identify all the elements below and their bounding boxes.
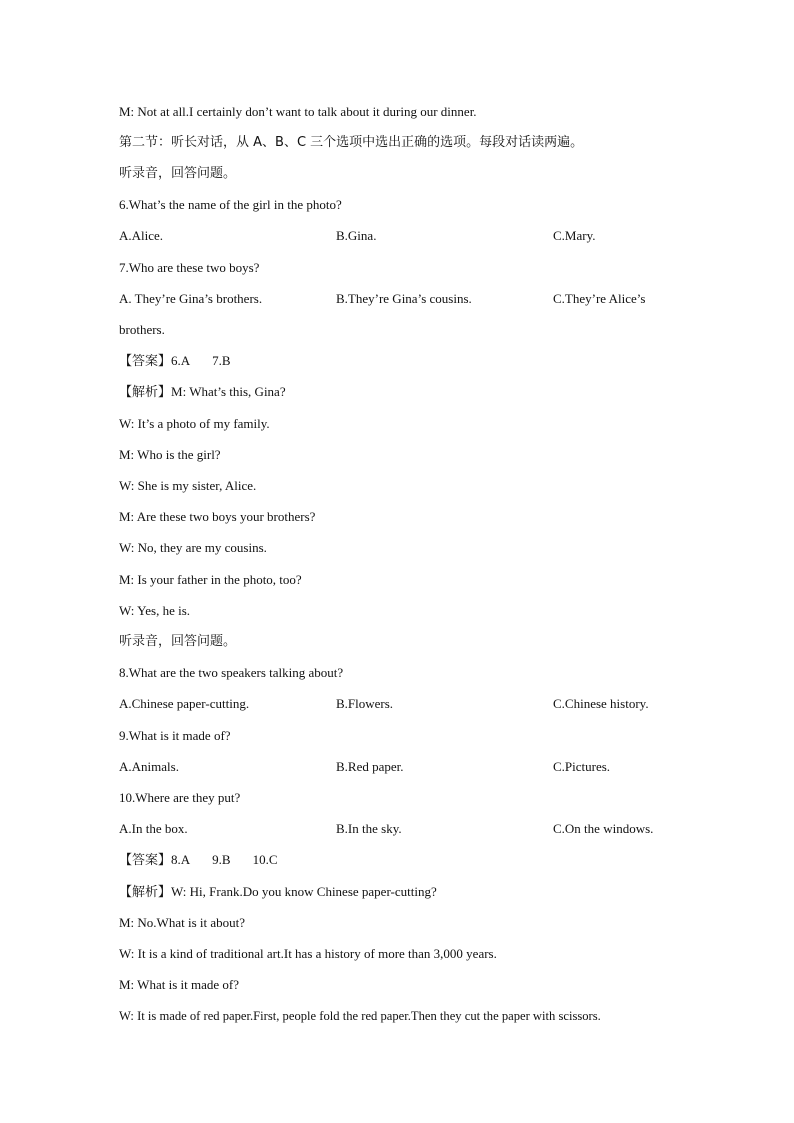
answer-tag: 【答案】: [119, 853, 172, 868]
dialogue-line: W: She is my sister, Alice.: [119, 478, 257, 493]
option-b: B.Flowers.: [336, 696, 394, 711]
dialogue-line: W: It is a kind of traditional art.It has a history of more than 3,000 years.: [119, 946, 497, 961]
answer-9: 9.B: [212, 852, 231, 867]
instruction-line: 听录音，回答问题。: [119, 166, 237, 181]
dialogue-line: W: Yes, he is.: [119, 603, 191, 618]
option-c: C.Pictures.: [553, 759, 611, 774]
option-a: A.Animals.: [119, 759, 179, 774]
dialogue-line: M: No.What is it about?: [119, 915, 246, 930]
option-c: C.On the windows.: [553, 821, 654, 836]
question-6: 6.What’s the name of the girl in the photo?: [119, 197, 342, 212]
answer-line-1: [119, 351, 694, 371]
dialogue-line: W: Hi, Frank.Do you know Chinese paper-cutting?: [171, 884, 437, 899]
explanation-line-1: [119, 382, 694, 402]
option-b: B.In the sky.: [336, 821, 402, 836]
section-heading: 第二节：听长对话，从 A、B、C 三个选项中选出正确的选项。每段对话读两遍。: [119, 135, 584, 150]
question-7: 7.Who are these two boys?: [119, 260, 260, 275]
option-a: A.Alice.: [119, 228, 164, 243]
dialogue-line: W: It is made of red paper.First, people fold the red paper.Then they cut the paper with scissors.: [119, 1009, 601, 1023]
answer-6: 6.A: [171, 353, 191, 368]
answer-7: 7.B: [212, 353, 231, 368]
option-c: C.Chinese history.: [553, 696, 649, 711]
option-b: B.Red paper.: [336, 759, 404, 774]
option-b: B.Gina.: [336, 228, 377, 243]
dialogue-line: M: Are these two boys your brothers?: [119, 509, 316, 524]
explanation-tag: 【解析】: [119, 885, 172, 900]
instruction-line: 听录音，回答问题。: [119, 634, 237, 649]
option-a: A.In the box.: [119, 821, 188, 836]
option-c: C.Mary.: [553, 228, 596, 243]
question-9: 9.What is it made of?: [119, 728, 231, 743]
dialogue-line: M: Is your father in the photo, too?: [119, 572, 302, 587]
dialogue-line: M: Not at all.I certainly don’t want to talk about it during our dinner.: [119, 104, 477, 119]
option-c: C.They’re Alice’s: [553, 291, 646, 306]
dialogue-line: M: What’s this, Gina?: [171, 384, 286, 399]
question-9-options: [119, 757, 694, 777]
dialogue-line: W: It’s a photo of my family.: [119, 416, 270, 431]
option-c-continued: brothers.: [119, 322, 165, 337]
question-7-options: [119, 289, 694, 309]
answer-tag: 【答案】: [119, 354, 172, 369]
option-a: A.Chinese paper-cutting.: [119, 696, 250, 711]
answer-line-2: [119, 850, 694, 870]
explanation-line-2: [119, 882, 694, 902]
dialogue-line: M: What is it made of?: [119, 977, 239, 992]
question-6-options: [119, 226, 694, 246]
dialogue-line: W: No, they are my cousins.: [119, 540, 267, 555]
answer-10: 10.C: [252, 852, 278, 867]
question-10-options: [119, 819, 694, 839]
option-b: B.They’re Gina’s cousins.: [336, 291, 472, 306]
dialogue-line: M: Who is the girl?: [119, 447, 221, 462]
option-a: A. They’re Gina’s brothers.: [119, 291, 263, 306]
question-10: 10.Where are they put?: [119, 790, 241, 805]
question-8-options: [119, 694, 694, 714]
answer-8: 8.A: [171, 852, 191, 867]
explanation-tag: 【解析】: [119, 385, 172, 400]
question-8: 8.What are the two speakers talking about?: [119, 665, 344, 680]
